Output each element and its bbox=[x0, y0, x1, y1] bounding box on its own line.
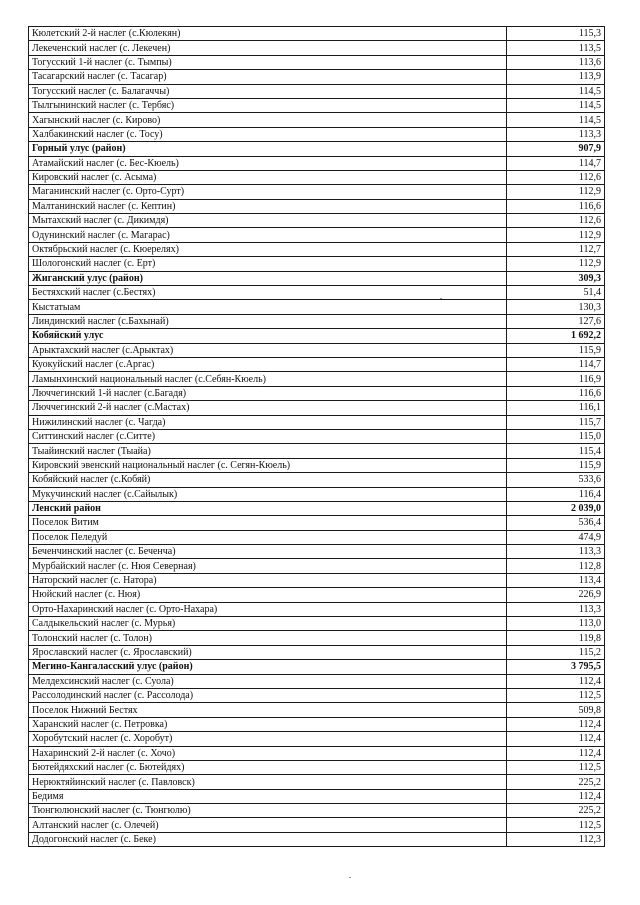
settlement-row bbox=[29, 257, 605, 271]
scan-speck bbox=[440, 298, 442, 299]
settlement-row bbox=[29, 688, 605, 702]
district-total-row bbox=[29, 329, 605, 343]
district-total-row bbox=[29, 142, 605, 156]
district-total-row bbox=[29, 271, 605, 285]
settlement-name-cell: Мукучинский наслег (с.Сайылык) bbox=[29, 487, 507, 501]
settlement-row bbox=[29, 170, 605, 184]
settlement-row bbox=[29, 645, 605, 659]
settlement-name-cell: Мытахский наслег (с. Дикимдя) bbox=[29, 214, 507, 228]
settlement-row bbox=[29, 70, 605, 84]
settlement-row bbox=[29, 516, 605, 530]
settlement-row bbox=[29, 717, 605, 731]
district-name-cell: Жиганский улус (район) bbox=[29, 271, 507, 285]
settlement-row bbox=[29, 429, 605, 443]
settlement-row bbox=[29, 559, 605, 573]
settlement-name-cell: Беченчинский наслег (с. Беченча) bbox=[29, 545, 507, 559]
settlement-value-cell: 115,4 bbox=[507, 444, 605, 458]
settlement-name-cell: Лекеченский наслег (с. Лекечен) bbox=[29, 41, 507, 55]
settlement-row bbox=[29, 530, 605, 544]
settlement-name-cell: Хагынский наслег (с. Кирово) bbox=[29, 113, 507, 127]
settlement-value-cell: 113,3 bbox=[507, 127, 605, 141]
settlement-value-cell: 112,5 bbox=[507, 688, 605, 702]
settlement-name-cell: Ламынхинский национальный наслег (с.Себян-Кюель) bbox=[29, 372, 507, 386]
settlement-row bbox=[29, 55, 605, 69]
settlement-name-cell: Маганинский наслег (с. Орто-Сурт) bbox=[29, 185, 507, 199]
settlement-name-cell: Толонский наслег (с. Толон) bbox=[29, 631, 507, 645]
settlement-value-cell: 116,9 bbox=[507, 372, 605, 386]
document-page bbox=[28, 26, 604, 847]
settlement-name-cell: Мелдехсинский наслег (с. Суола) bbox=[29, 674, 507, 688]
settlement-value-cell: 225,2 bbox=[507, 804, 605, 818]
settlement-row bbox=[29, 84, 605, 98]
settlement-value-cell: 112,7 bbox=[507, 242, 605, 256]
settlement-row bbox=[29, 185, 605, 199]
settlement-value-cell: 116,6 bbox=[507, 386, 605, 400]
settlement-name-cell: Тасагарский наслег (с. Тасагар) bbox=[29, 70, 507, 84]
district-total-value-cell: 2 039,0 bbox=[507, 501, 605, 515]
settlement-row bbox=[29, 156, 605, 170]
settlement-name-cell: Кюлетский 2-й наслег (с.Кюлекян) bbox=[29, 27, 507, 41]
settlement-value-cell: 116,6 bbox=[507, 199, 605, 213]
settlement-name-cell: Малтанинский наслег (с. Кептин) bbox=[29, 199, 507, 213]
settlement-value-cell: 127,6 bbox=[507, 314, 605, 328]
settlement-row bbox=[29, 458, 605, 472]
settlement-value-cell: 225,2 bbox=[507, 775, 605, 789]
settlement-value-cell: 114,7 bbox=[507, 357, 605, 371]
settlement-row bbox=[29, 703, 605, 717]
settlement-row bbox=[29, 286, 605, 300]
settlement-name-cell: Тогусский 1-й наслег (с. Тымпы) bbox=[29, 55, 507, 69]
settlement-row bbox=[29, 214, 605, 228]
settlement-row bbox=[29, 343, 605, 357]
settlement-name-cell: Кировский эвенский национальный наслег (с. Сегян-Кюель) bbox=[29, 458, 507, 472]
settlement-name-cell: Тюнгюлюнский наслег (с. Тюнгюлю) bbox=[29, 804, 507, 818]
settlement-value-cell: 115,9 bbox=[507, 458, 605, 472]
settlement-value-cell: 113,3 bbox=[507, 545, 605, 559]
district-name-cell: Кобяйский улус bbox=[29, 329, 507, 343]
settlement-value-cell: 474,9 bbox=[507, 530, 605, 544]
settlement-row bbox=[29, 602, 605, 616]
settlement-row bbox=[29, 98, 605, 112]
settlement-row bbox=[29, 314, 605, 328]
settlement-value-cell: 112,9 bbox=[507, 228, 605, 242]
settlement-value-cell: 115,9 bbox=[507, 343, 605, 357]
settlement-value-cell: 115,7 bbox=[507, 415, 605, 429]
district-name-cell: Мегино-Кангаласский улус (район) bbox=[29, 660, 507, 674]
settlement-name-cell: Бедимя bbox=[29, 789, 507, 803]
settlement-row bbox=[29, 357, 605, 371]
settlement-name-cell: Нахаринский 2-й наслег (с. Хочо) bbox=[29, 746, 507, 760]
settlement-value-cell: 114,5 bbox=[507, 84, 605, 98]
settlement-value-cell: 112,4 bbox=[507, 746, 605, 760]
settlement-row bbox=[29, 415, 605, 429]
settlement-value-cell: 112,4 bbox=[507, 789, 605, 803]
settlement-row bbox=[29, 113, 605, 127]
district-total-value-cell: 907,9 bbox=[507, 142, 605, 156]
settlement-row bbox=[29, 487, 605, 501]
settlement-row bbox=[29, 127, 605, 141]
settlement-name-cell: Одунинский наслег (с. Магарас) bbox=[29, 228, 507, 242]
settlement-row bbox=[29, 401, 605, 415]
scan-speck bbox=[349, 877, 351, 878]
settlement-row bbox=[29, 27, 605, 41]
settlement-name-cell: Салдыкельский наслег (с. Мурья) bbox=[29, 617, 507, 631]
settlement-value-cell: 113,6 bbox=[507, 55, 605, 69]
settlement-name-cell: Люччегинский 1-й наслег (с.Багадя) bbox=[29, 386, 507, 400]
settlement-value-cell: 51,4 bbox=[507, 286, 605, 300]
settlement-name-cell: Атамайский наслег (с. Бес-Кюель) bbox=[29, 156, 507, 170]
settlement-name-cell: Нюйский наслег (с. Нюя) bbox=[29, 588, 507, 602]
settlement-name-cell: Тыайинский наслег (Тыайа) bbox=[29, 444, 507, 458]
settlement-row bbox=[29, 228, 605, 242]
settlement-name-cell: Октябрьский наслег (с. Кюерелях) bbox=[29, 242, 507, 256]
settlement-name-cell: Кыстатыам bbox=[29, 300, 507, 314]
settlement-value-cell: 130,3 bbox=[507, 300, 605, 314]
settlement-row bbox=[29, 732, 605, 746]
settlement-value-cell: 112,8 bbox=[507, 559, 605, 573]
settlement-value-cell: 116,1 bbox=[507, 401, 605, 415]
settlement-name-cell: Тылгынинский наслег (с. Тербяс) bbox=[29, 98, 507, 112]
settlement-value-cell: 112,4 bbox=[507, 717, 605, 731]
settlement-name-cell: Тогусский наслег (с. Балагаччы) bbox=[29, 84, 507, 98]
settlement-budget-table bbox=[28, 26, 605, 847]
settlement-name-cell: Алтанский наслег (с. Олечей) bbox=[29, 818, 507, 832]
settlement-value-cell: 113,3 bbox=[507, 602, 605, 616]
settlement-row bbox=[29, 804, 605, 818]
settlement-row bbox=[29, 832, 605, 846]
district-total-value-cell: 3 795,5 bbox=[507, 660, 605, 674]
settlement-value-cell: 112,6 bbox=[507, 214, 605, 228]
district-total-value-cell: 309,3 bbox=[507, 271, 605, 285]
settlement-name-cell: Поселок Витим bbox=[29, 516, 507, 530]
settlement-name-cell: Нижилинский наслег (с. Чагда) bbox=[29, 415, 507, 429]
settlement-value-cell: 113,4 bbox=[507, 573, 605, 587]
settlement-name-cell: Линдинский наслег (с.Бахынай) bbox=[29, 314, 507, 328]
settlement-row bbox=[29, 386, 605, 400]
settlement-name-cell: Шологонский наслег (с. Ерт) bbox=[29, 257, 507, 271]
settlement-name-cell: Орто-Нахаринский наслег (с. Орто-Нахара) bbox=[29, 602, 507, 616]
settlement-name-cell: Ситтинский наслег (с.Ситте) bbox=[29, 429, 507, 443]
district-total-value-cell: 1 692,2 bbox=[507, 329, 605, 343]
settlement-row bbox=[29, 300, 605, 314]
settlement-value-cell: 114,5 bbox=[507, 113, 605, 127]
settlement-name-cell: Кировский наслег (с. Асыма) bbox=[29, 170, 507, 184]
settlement-value-cell: 112,9 bbox=[507, 257, 605, 271]
district-name-cell: Горный улус (район) bbox=[29, 142, 507, 156]
settlement-name-cell: Кобяйский наслег (с.Кобяй) bbox=[29, 473, 507, 487]
settlement-name-cell: Халбакинский наслег (с. Тосу) bbox=[29, 127, 507, 141]
settlement-value-cell: 119,8 bbox=[507, 631, 605, 645]
settlement-value-cell: 112,6 bbox=[507, 170, 605, 184]
settlement-value-cell: 509,8 bbox=[507, 703, 605, 717]
settlement-value-cell: 113,0 bbox=[507, 617, 605, 631]
settlement-row bbox=[29, 789, 605, 803]
settlement-row bbox=[29, 631, 605, 645]
settlement-row bbox=[29, 775, 605, 789]
settlement-name-cell: Бютейдяхский наслег (с. Бютейдях) bbox=[29, 760, 507, 774]
settlement-value-cell: 112,9 bbox=[507, 185, 605, 199]
settlement-value-cell: 112,5 bbox=[507, 760, 605, 774]
settlement-row bbox=[29, 573, 605, 587]
settlement-value-cell: 112,5 bbox=[507, 818, 605, 832]
table-body bbox=[29, 27, 605, 847]
settlement-value-cell: 112,4 bbox=[507, 674, 605, 688]
settlement-row bbox=[29, 674, 605, 688]
settlement-row bbox=[29, 617, 605, 631]
settlement-name-cell: Нерюктяйинский наслег (с. Павловск) bbox=[29, 775, 507, 789]
settlement-name-cell: Куокуйский наслег (с.Аргас) bbox=[29, 357, 507, 371]
settlement-value-cell: 533,6 bbox=[507, 473, 605, 487]
settlement-name-cell: Рассолодинский наслег (с. Рассолода) bbox=[29, 688, 507, 702]
settlement-name-cell: Харанский наслег (с. Петровка) bbox=[29, 717, 507, 731]
settlement-name-cell: Додогонский наслег (с. Беке) bbox=[29, 832, 507, 846]
settlement-name-cell: Хоробутский наслег (с. Хоробут) bbox=[29, 732, 507, 746]
settlement-row bbox=[29, 473, 605, 487]
settlement-value-cell: 115,3 bbox=[507, 27, 605, 41]
district-total-row bbox=[29, 660, 605, 674]
settlement-row bbox=[29, 372, 605, 386]
settlement-row bbox=[29, 41, 605, 55]
settlement-value-cell: 114,5 bbox=[507, 98, 605, 112]
settlement-row bbox=[29, 199, 605, 213]
settlement-value-cell: 116,4 bbox=[507, 487, 605, 501]
settlement-name-cell: Поселок Нижний Бестях bbox=[29, 703, 507, 717]
settlement-value-cell: 113,5 bbox=[507, 41, 605, 55]
settlement-row bbox=[29, 818, 605, 832]
settlement-name-cell: Поселок Пеледуй bbox=[29, 530, 507, 544]
settlement-value-cell: 113,9 bbox=[507, 70, 605, 84]
settlement-name-cell: Мурбайский наслег (с. Нюя Северная) bbox=[29, 559, 507, 573]
settlement-value-cell: 536,4 bbox=[507, 516, 605, 530]
settlement-name-cell: Бестяхский наслег (с.Бестях) bbox=[29, 286, 507, 300]
settlement-row bbox=[29, 545, 605, 559]
settlement-value-cell: 114,7 bbox=[507, 156, 605, 170]
settlement-name-cell: Арыктахский наслег (с.Арыктах) bbox=[29, 343, 507, 357]
settlement-row bbox=[29, 746, 605, 760]
settlement-value-cell: 112,3 bbox=[507, 832, 605, 846]
settlement-row bbox=[29, 760, 605, 774]
settlement-value-cell: 115,0 bbox=[507, 429, 605, 443]
settlement-row bbox=[29, 242, 605, 256]
district-name-cell: Ленский район bbox=[29, 501, 507, 515]
settlement-name-cell: Наторский наслег (с. Натора) bbox=[29, 573, 507, 587]
settlement-name-cell: Люччегинский 2-й наслег (с.Мастах) bbox=[29, 401, 507, 415]
district-total-row bbox=[29, 501, 605, 515]
settlement-value-cell: 112,4 bbox=[507, 732, 605, 746]
settlement-row bbox=[29, 444, 605, 458]
settlement-value-cell: 226,9 bbox=[507, 588, 605, 602]
settlement-name-cell: Ярославский наслег (с. Ярославский) bbox=[29, 645, 507, 659]
settlement-row bbox=[29, 588, 605, 602]
settlement-value-cell: 115,2 bbox=[507, 645, 605, 659]
